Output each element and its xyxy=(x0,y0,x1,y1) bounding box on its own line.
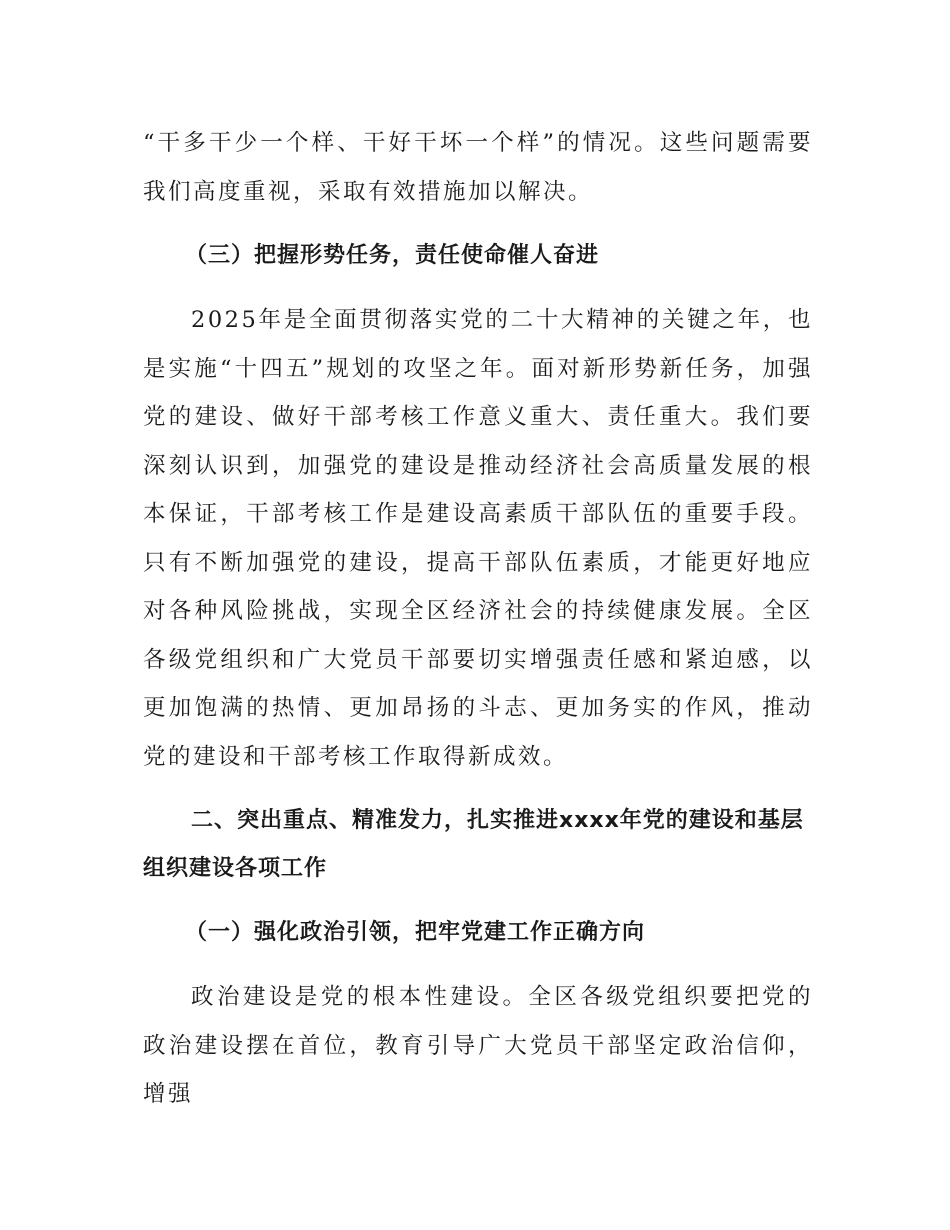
document-body xyxy=(143,119,813,1119)
section-heading-2: 二、突出重点、精准发力，扎实推进xxxx年党的建设和基层组织建设各项工作 xyxy=(143,808,804,881)
subsection-heading-3: （三）把握形势任务，责任使命催人奋进 xyxy=(185,243,600,268)
body-paragraph-continued: “干多干少一个样、干好干坏一个样”的情况。这些问题需要我们高度重视，采取有效措施加以解决。 xyxy=(143,130,813,205)
subsection-heading-1: （一）强化政治引领，把牢党建工作正确方向 xyxy=(185,920,646,945)
body-paragraph: 2025年是全面贯彻落实党的二十大精神的关键之年，也是实施“十四五”规划的攻坚之年。面对新形势新任务，加强党的建设、做好干部考核工作意义重大、责任重大。我们要深刻认识到，加强党的建设是推动经济社会高质量发展的根本保证，干部考核工作是建设高素质干部队伍的重要手段。只有不断加强党的建设，提高干部队伍素质，才能更好地应对各种风险挑战，实现全区经济社会的持续健康发展。全区各级党组织和广大党员干部要切实增强责任感和紧迫感，以更加饱满的热情、更加昂扬的斗志、更加务实的作风，推动党的建设和干部考核工作取得新成效。 xyxy=(143,307,813,770)
body-paragraph: 政治建设是党的根本性建设。全区各级党组织要把党的政治建设摆在首位，教育引导广大党员干部坚定政治信仰，增强 xyxy=(143,984,813,1107)
